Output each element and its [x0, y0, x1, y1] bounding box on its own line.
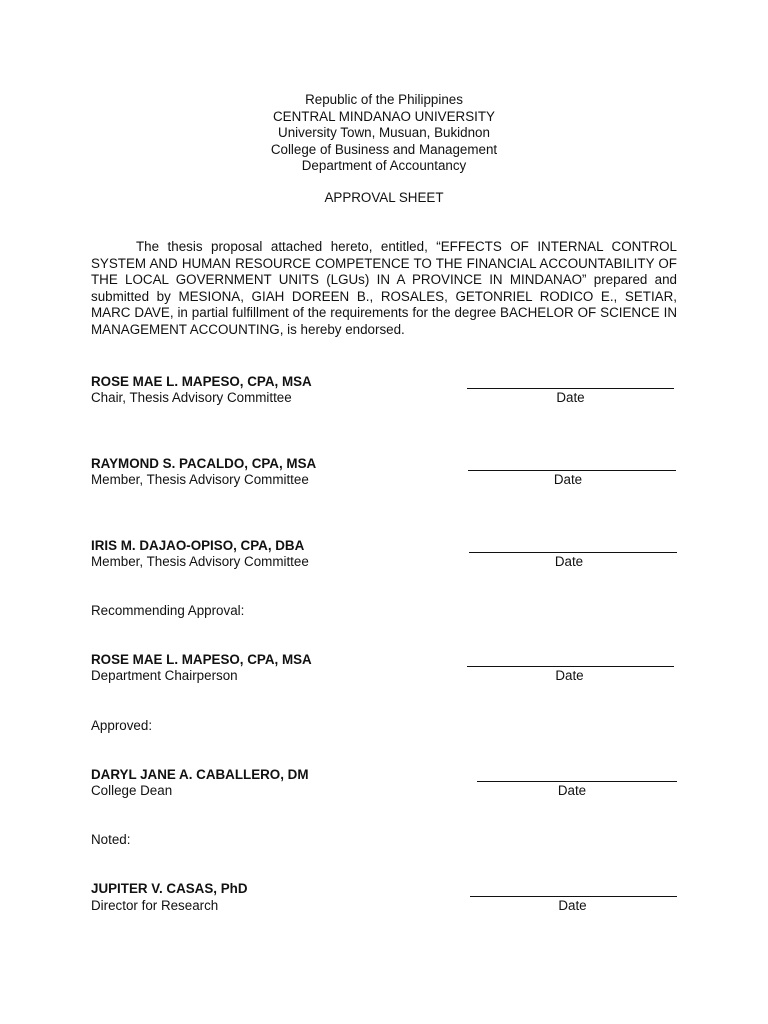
header-line-department: Department of Accountancy: [301, 158, 467, 173]
recommending-approval-label: Recommending Approval:: [91, 603, 245, 618]
header-line-college: College of Business and Management: [270, 141, 498, 157]
header-line-republic: Republic of the Philippines: [305, 92, 463, 107]
header-line-address: University Town, Musuan, Bukidnon: [278, 125, 490, 140]
noted-label: Noted:: [91, 832, 131, 847]
approved-label: Approved:: [91, 718, 153, 733]
signatory-role-chair: Chair, Thesis Advisory Committee: [91, 390, 292, 405]
date-label-dept-chair: Date: [555, 668, 584, 683]
endorsement-paragraph: The thesis proposal attached hereto, entitled, “EFFECTS OF INTERNAL CONTROL SYSTEM AND HUMAN RESOURCE COMPETENCE TO THE FINANCIAL ACCOUNTABILITY OF THE LOCAL GOVERNMENT UNITS (LGUs) IN A PROVINCE IN MINDANAO” prepared and submitted by MESIONA, GIAH DOREEN B., ROSALES, GETONRIEL RODICO E., SETIAR, MARC DAVE, in partial fulfillment of the requirements for the degree BACHELOR OF SCIENCE IN MANAGEMENT ACCOUNTING, is hereby endorsed.: [91, 239, 677, 337]
signatory-name-member-1: RAYMOND S. PACALDO, CPA, MSA: [91, 456, 317, 471]
signatory-name-research-director: JUPITER V. CASAS, PhD: [91, 881, 248, 896]
signatory-role-dept-chair: Department Chairperson: [91, 668, 238, 683]
signatory-name-dean: DARYL JANE A. CABALLERO, DM: [91, 767, 309, 782]
signature-line-chair: [467, 388, 674, 389]
header-line-university: CENTRAL MINDANAO UNIVERSITY: [273, 108, 495, 124]
signature-line-dean: [477, 781, 677, 782]
signatory-name-member-2: IRIS M. DAJAO-OPISO, CPA, DBA: [91, 538, 305, 553]
signatory-name-dept-chair: ROSE MAE L. MAPESO, CPA, MSA: [91, 652, 312, 667]
approval-sheet-title: APPROVAL SHEET: [324, 190, 444, 205]
date-label-member-1: Date: [553, 472, 583, 487]
signatory-role-dean: College Dean: [91, 783, 173, 798]
signatory-name-chair: ROSE MAE L. MAPESO, CPA, MSA: [91, 374, 312, 389]
date-label-dean: Date: [557, 783, 587, 798]
date-label-research-director: Date: [558, 898, 587, 913]
date-label-chair: Date: [556, 390, 585, 405]
document-header: [0, 92, 768, 175]
signature-line-member-2: [469, 552, 677, 553]
date-label-member-2: Date: [554, 554, 584, 569]
signature-line-dept-chair: [467, 666, 674, 667]
signatory-role-member-1: Member, Thesis Advisory Committee: [91, 472, 309, 487]
signatory-role-research-director: Director for Research: [91, 898, 219, 913]
signatory-role-member-2: Member, Thesis Advisory Committee: [91, 554, 309, 569]
signature-line-member-1: [468, 470, 676, 471]
signature-line-research-director: [470, 896, 677, 897]
